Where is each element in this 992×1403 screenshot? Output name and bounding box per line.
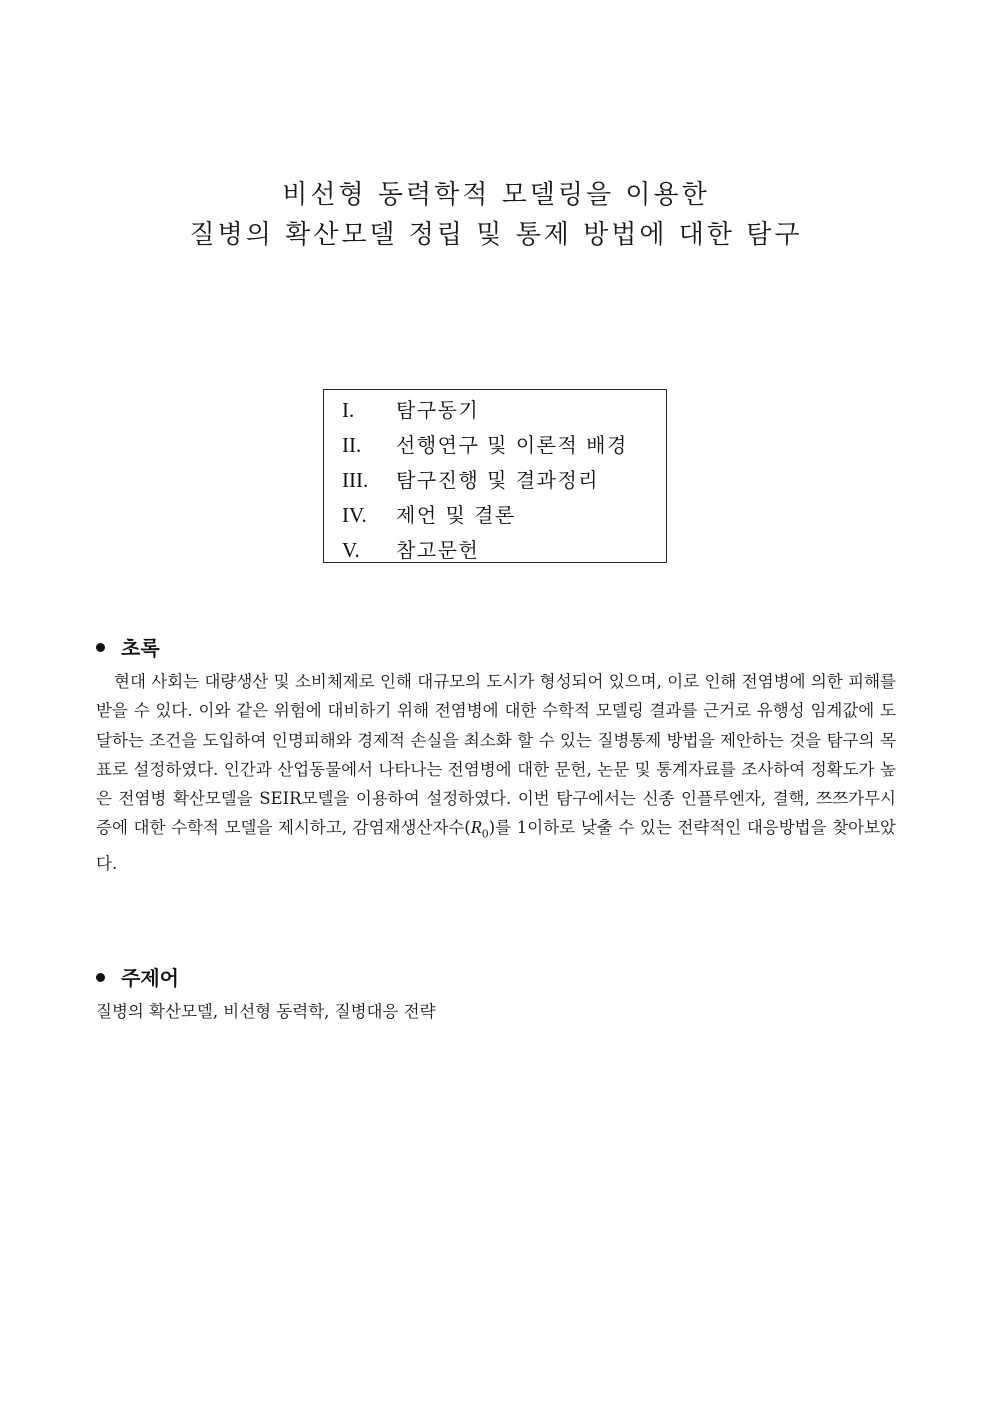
toc-item-number: I. xyxy=(342,398,355,422)
toc-item-number: III. xyxy=(342,468,369,492)
title-line-2: 질병의 확산모델 정립 및 통제 방법에 대한 탐구 xyxy=(189,220,803,250)
toc-item xyxy=(324,463,666,498)
abstract-text-after: )를 1이하로 낮출 수 있는 전략적인 대응방법을 찾아보았다. xyxy=(96,818,896,874)
paper-title xyxy=(0,175,992,255)
title-line-1: 비선형 동력학적 모델링을 이용한 xyxy=(282,180,710,210)
keywords-heading xyxy=(96,963,179,993)
bullet-icon xyxy=(96,643,105,652)
toc-item xyxy=(324,533,666,568)
toc-item-label: 탐구동기 xyxy=(396,398,480,422)
keywords-text: 질병의 확산모델, 비선형 동력학, 질병대응 전략 xyxy=(96,1002,436,1021)
bullet-icon xyxy=(96,973,105,982)
toc-item-label: 참고문헌 xyxy=(396,538,480,562)
toc-item-number: V. xyxy=(342,538,360,562)
toc-item xyxy=(324,498,666,533)
toc-item-label: 선행연구 및 이론적 배경 xyxy=(396,433,628,457)
toc-item xyxy=(324,428,666,463)
toc-item-label: 탐구진행 및 결과정리 xyxy=(396,468,600,492)
table-of-contents xyxy=(323,389,667,563)
toc-item xyxy=(324,393,666,428)
abstract-text xyxy=(96,667,896,878)
toc-item-label: 제언 및 결론 xyxy=(396,503,516,527)
abstract-text-before: 현대 사회는 대량생산 및 소비체제로 인해 대규모의 도시가 형성되어 있으며, 이로 인해 전염병에 의한 피해를 받을 수 있다. 이와 같은 위험에 대비하기 위해 전염병에 대한 수학적 모델링 결과를 근거로 유행성 임계값에 도달하는 조건을 도입하여 인명피해와 경제적 손실을 최소화 할 수 있는 질병통제 방법을 제안하는 것을 탐구의 목표로 설정하였다. 인간과 산업동물에서 나타나는 전염병에 대한 문헌, 논문 및 통계자료를 조사하여 정확도가 높은 전염병 확산모델을 SEIR모델을 이용하여 설정하였다. 이번 탐구에서는 신종 인플루엔자, 결핵, 쯔쯔가무시증에 대한 수학적 모델을 제시하고, 감염재생산자수( xyxy=(96,672,896,838)
toc-item-number: IV. xyxy=(342,503,367,527)
reproduction-number-subscript: 0 xyxy=(481,827,489,841)
toc-item-number: II. xyxy=(342,433,362,457)
abstract-heading-text: 초록 xyxy=(121,636,160,660)
abstract-heading xyxy=(96,633,160,663)
reproduction-number-symbol: R xyxy=(470,817,482,838)
keywords-heading-text: 주제어 xyxy=(121,966,179,990)
